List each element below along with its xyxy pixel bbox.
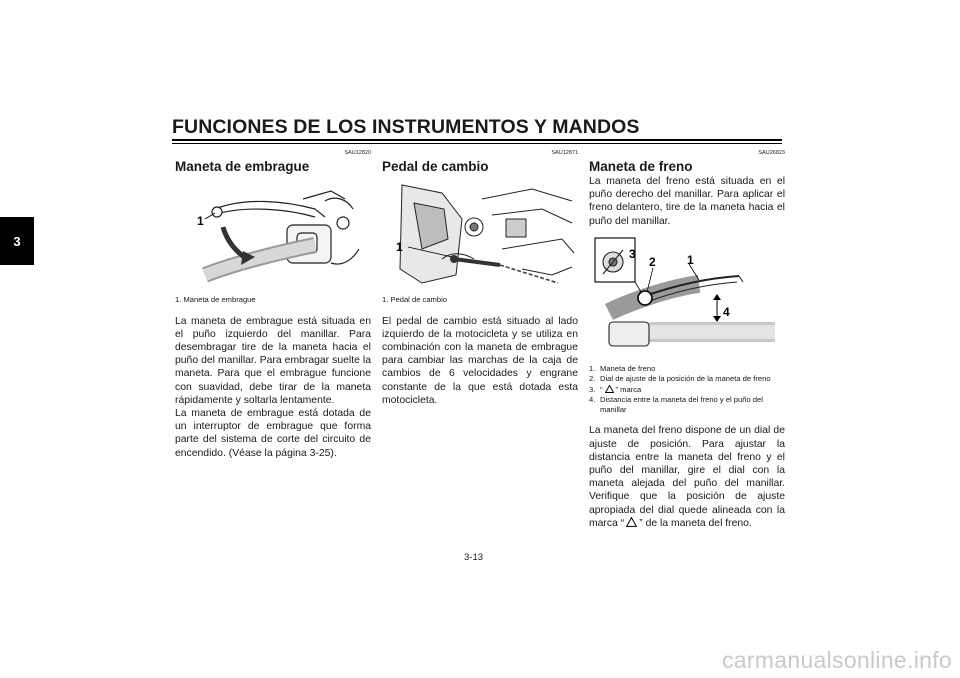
header-rule-thin: [172, 143, 782, 144]
clutch-lever-figure: [175, 179, 371, 291]
section-code: SAU12871: [551, 150, 578, 156]
body-paragraph: [589, 424, 785, 530]
chapter-tab[interactable]: [0, 217, 34, 265]
caption-number: 4.: [589, 395, 596, 405]
caption-item: [589, 374, 785, 384]
brake-lever-figure: [589, 236, 785, 360]
triangle-mark-icon: [605, 385, 614, 393]
section-heading: Pedal de cambio: [382, 159, 489, 174]
caption-item: [589, 385, 785, 395]
callout-1: 1: [687, 252, 694, 267]
callout-1: 1: [396, 240, 403, 254]
watermark[interactable]: carmanualsonline.info: [721, 647, 952, 673]
section-heading: Maneta de embrague: [175, 159, 310, 174]
shift-pedal-figure: [382, 179, 578, 291]
section-code: SAU26823: [758, 150, 785, 156]
body-paragraph: La maneta de embrague está situada en el puño izquierdo del manillar. Para desembragar tire de la maneta hacia el puño del manillar. Para embragar suelte la maneta. Para que el embrague funcione con suavidad, debe tirar de la maneta rápidamente y soltarla lentamente.: [175, 315, 371, 406]
callout-4: 4: [723, 304, 730, 319]
caption-text: ” marca: [615, 384, 642, 394]
section-clutch-lever: [175, 150, 371, 460]
caption-number: 3.: [589, 384, 596, 394]
section-code: SAU12820: [344, 150, 371, 156]
callout-1: 1: [197, 214, 204, 228]
figure-caption-list: [589, 364, 785, 415]
caption-text: Maneta de freno: [600, 363, 656, 373]
body-paragraph: La maneta del freno está situada en el puño derecho del manillar. Para aplicar el freno delantero, tire de la maneta hacia el puño del manillar.: [589, 176, 785, 227]
caption-number: 2.: [589, 374, 596, 384]
caption-number: 1.: [589, 363, 596, 373]
triangle-mark-icon: [626, 517, 637, 527]
figure-caption: 1. Maneta de embrague: [175, 295, 256, 304]
page-number: 3-13: [464, 552, 484, 563]
chapter-number: 3: [13, 233, 21, 249]
caption-text: Distancia entre la maneta del freno y el puño del manillar: [600, 395, 763, 414]
header-rule: [172, 139, 782, 141]
body-paragraph: El pedal de cambio está situado al lado izquierdo de la motocicleta y se utiliza en combinación con la maneta de embrague para cambiar las marchas de la caja de cambios de 6 velocidades y engrane constante de la que está dotada esta motocicleta.: [382, 315, 578, 406]
section-shift-pedal: [382, 150, 578, 407]
caption-text: “: [600, 384, 603, 394]
callout-2: 2: [649, 254, 656, 269]
section-heading: Maneta de freno: [589, 159, 693, 174]
body-text: La maneta del freno dispone de un dial de ajuste de posición. Para ajustar la distancia entre la maneta del freno y el puño del manillar, gire el dial con la maneta alejada del puño del manillar. Verifique que la posición de ajuste apropiada del dial quede alineada con la marca “: [589, 425, 785, 529]
section-brake-lever: [589, 150, 785, 530]
body-text: ” de la maneta del freno.: [639, 517, 752, 529]
page-title: FUNCIONES DE LOS INSTRUMENTOS Y MANDOS: [172, 116, 640, 138]
caption-item: [589, 395, 785, 414]
caption-item: [589, 364, 785, 374]
body-paragraph: La maneta de embrague está dotada de un interruptor de embrague que forma parte del sistema de corte del circuito de encendido. (Véase la página 3-25).: [175, 407, 371, 459]
caption-text: Dial de ajuste de la posición de la maneta de freno: [600, 374, 771, 384]
callout-3: 3: [629, 246, 636, 261]
figure-caption: 1. Pedal de cambio: [382, 295, 448, 304]
